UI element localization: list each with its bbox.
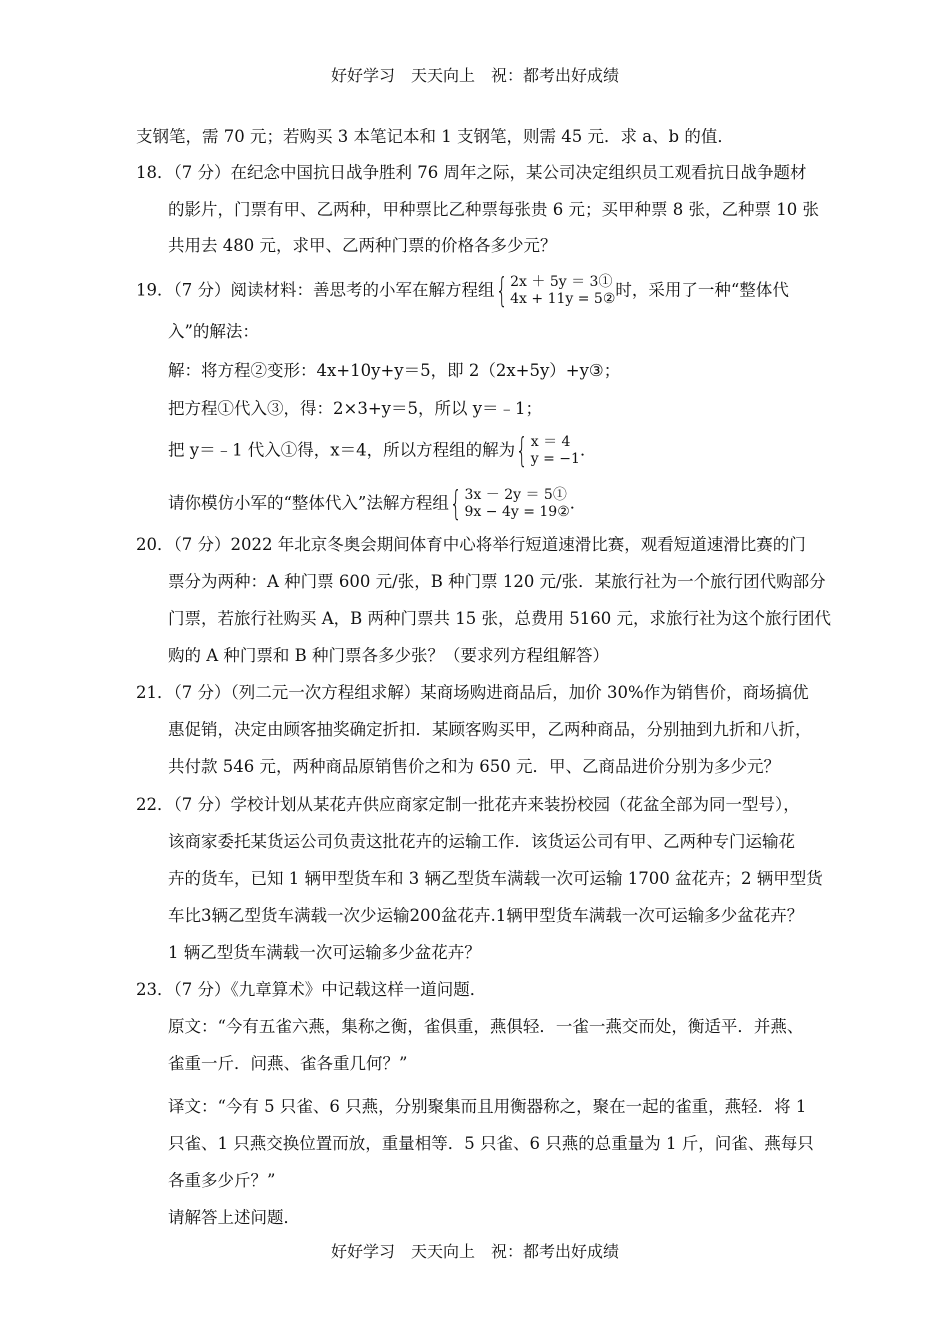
question-23-line-1: 23．（7 分）《九章算术》中记载这样一道问题． <box>136 980 487 999</box>
question-18-line-3: 共用去 480 元，求甲、乙两种门票的价格各多少元？ <box>168 236 557 255</box>
question-20-line-1: 20．（7 分）2022 年北京冬奥会期间体育中心将举行短道速滑比赛，观看短道速滑比赛的门 <box>136 535 806 554</box>
question-22-line-5: 1 辆乙型货车满载一次可运输多少盆花卉？ <box>168 943 481 962</box>
question-23-line-7: 请解答上述问题． <box>168 1208 300 1227</box>
brace-symbol: { <box>495 271 508 311</box>
question-20-line-2: 票分为两种：A 种门票 600 元/张，B 种门票 120 元/张．某旅行社为一个旅行团代购部分 <box>168 572 826 591</box>
text-segment: 19．（7 分）阅读材料：善思考的小军在解方程组 <box>136 280 495 300</box>
equation-row: 2x ＋ 5y ＝ 3① <box>510 274 613 290</box>
question-22-line-2: 该商家委托某货运公司负责这批花卉的运输工作．该货运公司有甲、乙两种专门运输花 <box>168 832 795 851</box>
equation-row: x ＝ 4 <box>530 434 571 450</box>
question-22-line-1: 22．（7 分）学校计划从某花卉供应商家定制一批花卉来装扮校园（花盆全部为同一型号）， <box>136 795 800 814</box>
question-20-line-4: 购的 A 种门票和 B 种门票各多少张？（要求列方程组解答） <box>168 646 610 665</box>
text-segment: 请你模仿小军的“整体代入”法解方程组 <box>168 493 449 513</box>
text-segment: ． <box>569 493 587 513</box>
equation-system-2 <box>515 433 580 469</box>
equation-row: y = −1 <box>530 451 580 467</box>
equation-row: 4x + 11y = 5② <box>510 291 616 307</box>
question-21-line-2: 惠促销，决定由顾客抽奖确定折扣．某顾客购买甲，乙两种商品，分别抽到九折和八折， <box>168 720 812 739</box>
equation-row: 9x − 4y = 19② <box>464 504 570 520</box>
question-19-line-4: 把方程①代入③，得：2×3+y＝5，所以 y＝﹣1； <box>168 399 543 418</box>
brace-symbol: { <box>449 484 462 524</box>
question-23-line-6: 各重多少斤？” <box>168 1171 276 1190</box>
question-18-line-2: 的影片，门票有甲、乙两种，甲种票比乙种票每张贵 6 元；买甲种票 8 张，乙种票 10 张 <box>168 200 819 219</box>
question-23-line-5: 只雀、1 只燕交换位置而放，重量相等．5 只雀、6 只燕的总重量为 1 斤，问雀、燕每只 <box>168 1134 814 1153</box>
brace-symbol: { <box>515 431 528 471</box>
question-21-line-1: 21．（7 分）（列二元一次方程组求解）某商场购进商品后，加价 30%作为销售价，商场搞优 <box>136 683 809 702</box>
question-23-line-3: 雀重一斤．问燕、雀各重几何？” <box>168 1054 408 1073</box>
question-21-line-3: 共付款 546 元，两种商品原销售价之和为 650 元．甲、乙商品进价分别为多少元？ <box>168 757 780 776</box>
text-segment: ． <box>579 440 597 460</box>
question-23-line-4: 译文：“今有 5 只雀、6 只燕，分别聚集而且用衡器称之，聚在一起的雀重，燕轻．将 1 <box>168 1097 807 1116</box>
equation-system-1 <box>495 273 616 309</box>
text-segment: 把 y＝﹣1 代入①得，x＝4，所以方程组的解为 <box>168 440 516 460</box>
question-19-line-6 <box>168 486 586 522</box>
text-segment: 时，采用了一种“整体代 <box>615 280 789 300</box>
question-20-line-3: 门票，若旅行社购买 A，B 两种门票共 15 张，总费用 5160 元，求旅行社为这个旅行团代 <box>168 609 831 628</box>
equation-row: 3x － 2y ＝ 5① <box>464 487 567 503</box>
question-19-line-2: 入”的解法： <box>168 322 259 341</box>
question-23-line-2: 原文：“今有五雀六燕，集称之衡，雀俱重，燕俱轻．一雀一燕交而处，衡适平．并燕、 <box>168 1017 804 1036</box>
question-22-line-4: 车比3辆乙型货车满载一次少运输200盆花卉.1辆甲型货车满载一次可运输多少盆花卉？ <box>168 906 804 925</box>
question-19-line-5 <box>168 433 596 469</box>
equation-system-3 <box>449 486 570 522</box>
page-footer: 好好学习 天天向上 祝：都考出好成绩 <box>330 1242 619 1261</box>
question-19-line-3: 解：将方程②变形：4x+10y+y＝5，即 2（2x+5y）+y③； <box>168 361 621 380</box>
text-line: 支钢笔，需 70 元；若购买 3 本笔记本和 1 支钢笔，则需 45 元．求 a、b 的值． <box>136 127 734 146</box>
question-19-line-1 <box>136 273 789 309</box>
page-header: 好好学习 天天向上 祝：都考出好成绩 <box>330 66 619 85</box>
question-22-line-3: 卉的货车，已知 1 辆甲型货车和 3 辆乙型货车满载一次可运输 1700 盆花卉；2 辆甲型货 <box>168 869 823 888</box>
question-18-line-1: 18．（7 分）在纪念中国抗日战争胜利 76 周年之际，某公司决定组织员工观看抗日战争题材 <box>136 163 807 182</box>
